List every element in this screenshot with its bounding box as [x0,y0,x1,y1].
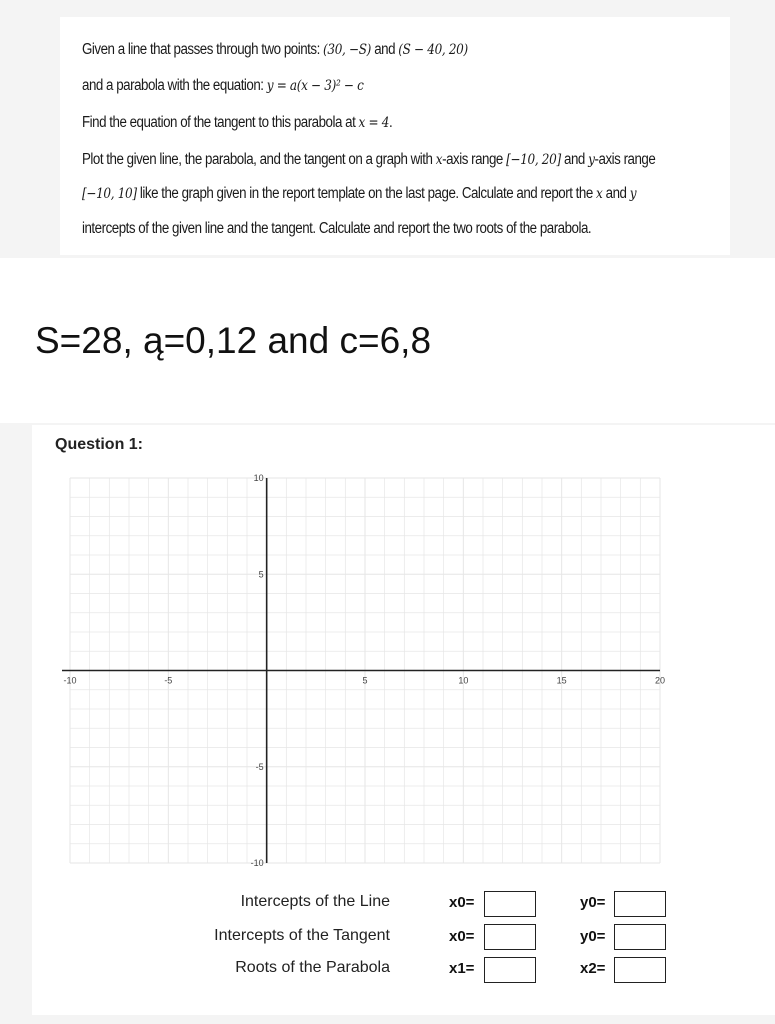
root-1-box[interactable] [484,957,536,983]
x-tick-labels [63,676,665,686]
line-x-intercept-box[interactable] [484,891,536,917]
x-tick-label: -5 [164,675,173,686]
problem-line-4 [82,151,655,169]
math-var-x: x [435,152,443,168]
math-point-2: (S − 40, 20) [398,42,468,58]
y-tick-label: -5 [255,761,264,772]
problem-text: Find the equation of the tangent to this parabola at [82,114,359,131]
problem-line-2 [82,77,364,95]
x-tick-label: 5 [362,675,368,686]
line-x-intercept-label: x0= [449,894,475,911]
line-y-intercept-box[interactable] [614,891,666,917]
coordinate-graph [56,466,676,876]
question-title: Question 1: [55,436,144,453]
tangent-y-intercept-box[interactable] [614,924,666,950]
problem-text: -axis range [594,151,656,168]
problem-text: and [602,185,630,202]
problem-text: and a parabola with the equation: [82,77,267,94]
result-label-tangent: Intercepts of the Tangent [214,927,390,944]
x-tick-label: 15 [556,675,567,686]
root-2-label: x2= [580,960,606,977]
math-var-y: y [629,186,637,202]
x-tick-label: 10 [458,675,469,686]
math-point-1: (30, −S) [323,42,371,58]
tangent-x-intercept-label: x0= [449,928,475,945]
root-1-label: x1= [449,960,475,977]
problem-text: Given a line that passes through two points: [82,41,324,58]
params-text: S=28, ą=0,12 and c=6,8 [35,320,432,361]
problem-text: and [560,151,589,168]
math-y-range: [−10, 10] [82,186,137,202]
math-var-y: y [588,152,595,168]
x-tick-label: -10 [63,675,77,686]
y-tick-label: 10 [253,473,264,483]
problem-line-1 [82,41,468,59]
y-tick-label: -10 [250,858,264,868]
tangent-x-intercept-box[interactable] [484,924,536,950]
problem-line-3 [82,114,392,132]
problem-line-5 [82,185,636,203]
result-label-roots: Roots of the Parabola [235,959,390,976]
line-y-intercept-label: y0= [580,894,606,911]
math-parabola-equation: y = a(x − 3)² − c [266,78,364,94]
problem-text: and [370,41,399,58]
math-x-range: [−10, 20] [506,152,561,168]
problem-panel [60,17,730,255]
math-var-x: x [595,186,603,202]
y-tick-label: 5 [258,569,264,580]
problem-text: -axis range [442,151,507,168]
result-label-line: Intercepts of the Line [240,893,390,910]
problem-line-6: intercepts of the given line and the tangent. Calculate and report the two roots of the parabola. [82,220,592,237]
x-tick-label: 20 [654,675,666,686]
root-2-box[interactable] [614,957,666,983]
math-tangent-x: x = 4 [358,115,390,131]
problem-text: . [389,114,393,131]
problem-text: like the graph given in the report template on the last page. Calculate and report the [136,185,596,202]
tangent-y-intercept-label: y0= [580,928,606,945]
problem-text: Plot the given line, the parabola, and the tangent on a graph with [82,151,436,168]
